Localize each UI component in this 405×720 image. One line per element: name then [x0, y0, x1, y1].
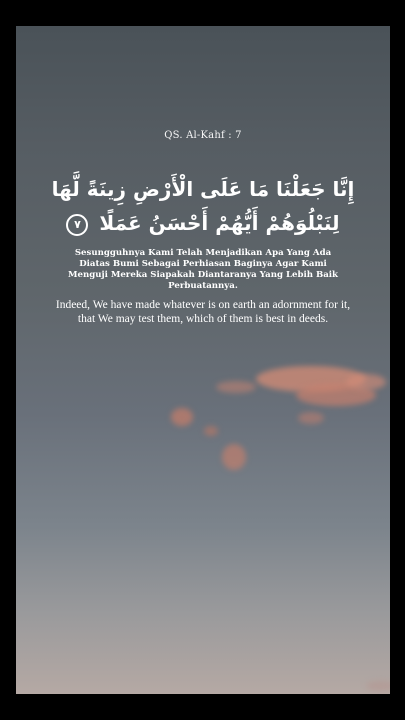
- ayah-number-mark: ٧: [66, 214, 88, 236]
- english-translation: Indeed, We have made whatever is on earth an adornment for it, that We may test them, which of them is best in deeds.: [55, 299, 351, 325]
- surah-reference: QS. Al-Kahf : 7: [164, 130, 242, 141]
- verse-overlay: [16, 26, 390, 694]
- indonesian-translation: Sesungguhnya Kami Telah Menjadikan Apa Yang Ada Diatas Bumi Sebagai Perhiasan Baginya Agar Kami Menguji Mereka Siapakah Diantaranya Yang Lebih Baik Perbuatannya.: [67, 248, 339, 291]
- arabic-verse: [34, 172, 372, 240]
- arabic-verse-text: إِنَّا جَعَلْنَا مَا عَلَى الْأَرْضِ زِينَةً لَّهَا لِنَبْلُوَهُمْ أَيُّهُمْ أَحْسَنُ عَمَلًا: [51, 177, 355, 235]
- sky-background-photo: [16, 26, 390, 694]
